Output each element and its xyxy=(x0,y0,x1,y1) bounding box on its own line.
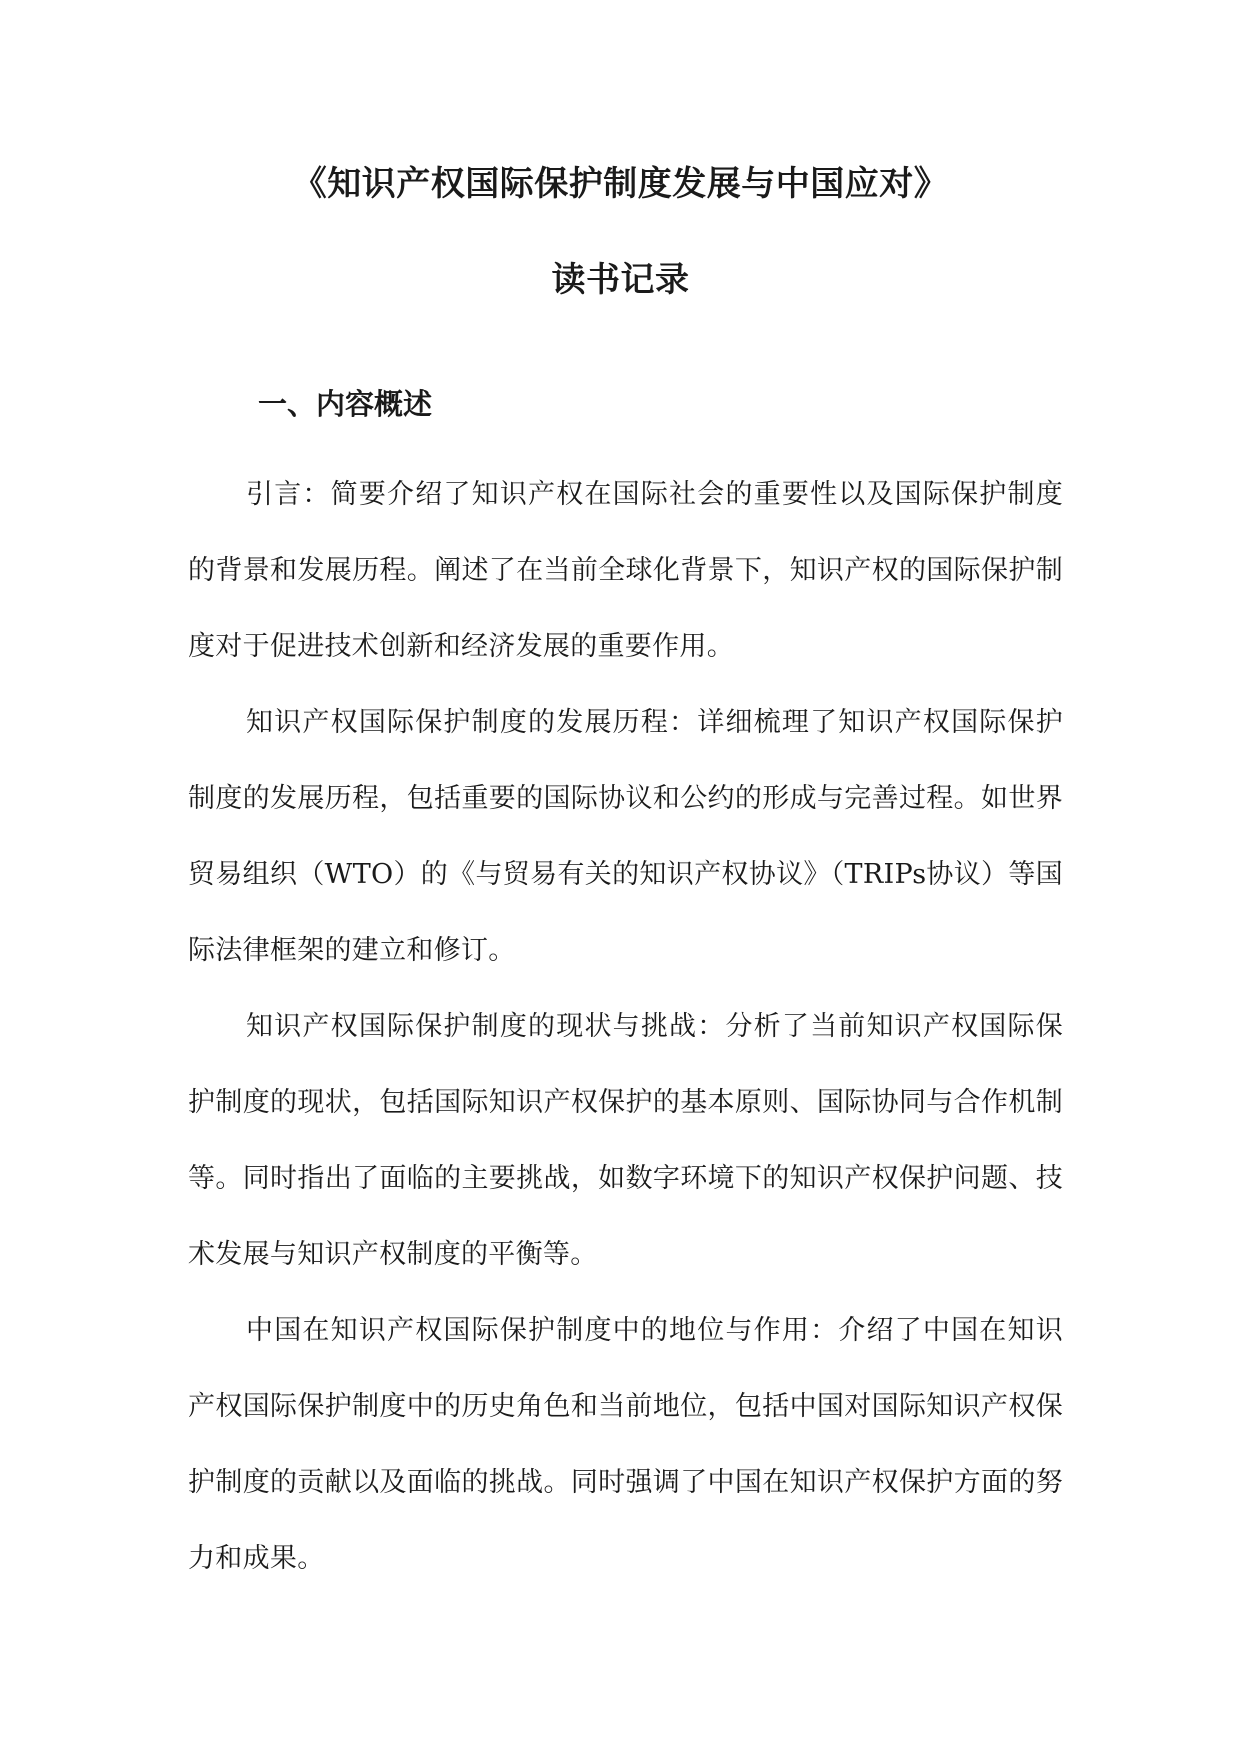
document-subtitle: 读书记录 xyxy=(551,260,690,300)
document-title: 《知识产权国际保护制度发展与中国应对》 xyxy=(292,164,949,204)
paragraph-development-history: 知识产权国际保护制度的发展历程：详细梳理了知识产权国际保护制度的发展历程，包括重要的国际协议和公约的形成与完善过程。如世界贸易组织（WTO）的《与贸易有关的知识产权协议》（TRIPs协议）等国际法律框架的建立和修订。 xyxy=(188,707,1063,966)
paragraph-status-and-challenges: 知识产权国际保护制度的现状与挑战：分析了当前知识产权国际保护制度的现状，包括国际知识产权保护的基本原则、国际协同与合作机制等。同时指出了面临的主要挑战，如数字环境下的知识产权保护问题、技术发展与知识产权制度的平衡等。 xyxy=(188,1011,1063,1270)
paragraph-introduction: 引言：简要介绍了知识产权在国际社会的重要性以及国际保护制度的背景和发展历程。阐述了在当前全球化背景下，知识产权的国际保护制度对于促进技术创新和经济发展的重要作用。 xyxy=(188,479,1063,662)
section-heading: 一、内容概述 xyxy=(258,387,433,421)
paragraph-china-role: 中国在知识产权国际保护制度中的地位与作用：介绍了中国在知识产权国际保护制度中的历史角色和当前地位，包括中国对国际知识产权保护制度的贡献以及面临的挑战。同时强调了中国在知识产权保护方面的努力和成果。 xyxy=(188,1315,1063,1574)
section-body xyxy=(188,457,1063,1597)
